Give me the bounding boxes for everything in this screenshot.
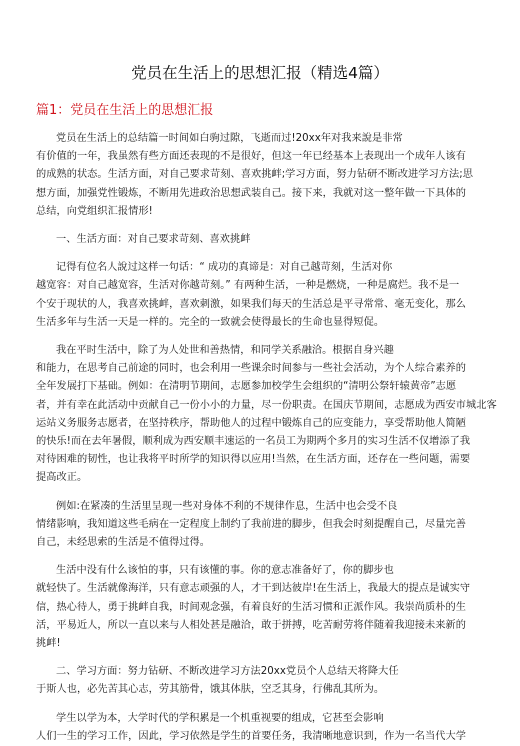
paragraph-line: 总结，向党组织汇报情形! bbox=[36, 205, 153, 217]
body-paragraph bbox=[36, 498, 484, 553]
paragraph-line: 有价值的一年，我虽然有些方面还表现的不是很好，但这一年已经基本上表现出一个成年人该有 bbox=[36, 151, 466, 163]
paragraph-line: 一、生活方面：对自己要求苛刻、喜欢挑衅 bbox=[56, 234, 251, 246]
body-paragraph bbox=[36, 130, 484, 221]
paragraph-line: 学生以学为本，大学时代的学积累是一个机重视要的组成，它甚至会影响 bbox=[56, 712, 384, 724]
body-paragraph bbox=[36, 342, 497, 488]
paragraph-line: 全年发展打下基础。例如：在清明节期间，志愿参加校学生会组织的“清明公祭轩辕黄帝”志愿 bbox=[36, 381, 457, 393]
body-paragraph bbox=[36, 231, 484, 249]
paragraph-line: 提高改正。 bbox=[36, 472, 88, 484]
body-paragraph bbox=[36, 259, 484, 332]
paragraph-line: 想方面，加强党性锻炼，不断用先进政治思想武装自己。接下来，我就对这一整年做一下具体的 bbox=[36, 187, 466, 199]
paragraph-line: 的成熟的状态。生活方面，对自己要求苛刻、喜欢挑衅;学习方面，努力钻研不断改进学习方法;思 bbox=[36, 169, 473, 181]
paragraph-line: 越宽容：对自己越宽容，生活对你越苛刻。” 有两种生活，一种是燃烧，一种是腐烂。我不是一 bbox=[36, 280, 460, 292]
body-paragraph bbox=[36, 710, 484, 746]
paragraph-line: 党员在生活上的总结篇一时间如白驹过隙，飞逝而过!20xx年对我来說是非常 bbox=[56, 133, 403, 144]
document-title: 党员在生活上的思想汇报（精选4篇） bbox=[131, 64, 389, 82]
paragraph-line: 对待困难的韧性，也让我将平时所学的知识得以应用!当然，在生活方面，还存在一些问题，需要 bbox=[36, 454, 471, 466]
paragraph-line: 人们一生的学习工作，因此，学习依然是学生的首要任务，我清晰地意识到，作为一名当代大学 bbox=[36, 730, 466, 742]
paragraph-line: 挑衅! bbox=[36, 638, 61, 650]
paragraph-line: 记得有位名人說过这样一句话：“ 成功的真谛是：对自己越苛刻，生活对你 bbox=[56, 262, 393, 274]
paragraph-line: 者，并有幸在此活动中贡献自己一份小小的力量，尽一份职责。在国庆节期间，志愿成为西安市城北客 bbox=[36, 399, 497, 411]
paragraph-line: 和能力，在思考自己前途的同时，也会利用一些课余时间参与一些社会活动，为个人综合素养的 bbox=[36, 363, 466, 375]
paragraph-line: 情绪影响，我知道这些毛病在一定程度上制约了我前进的脚步，但我会时刻提醒自己，尽量完善 bbox=[36, 518, 466, 530]
document-body bbox=[36, 130, 497, 746]
paragraph-line: 例如:在紧凑的生活里呈现一些对身体不利的不规律作息，生活中也会受不良 bbox=[56, 500, 398, 512]
paragraph-line: 生活中没有什么该怕的事，只有该懂的事。你的意志准备好了，你的脚步也 bbox=[56, 565, 394, 577]
paragraph-line: 于斯人也，必先苦其心志，劳其筋骨，饿其体肤，空乏其身，行佛乱其所为。 bbox=[36, 684, 385, 696]
body-paragraph bbox=[36, 562, 484, 653]
paragraph-line: 自己，未经思索的生活是不值得过得。 bbox=[36, 537, 211, 549]
section-heading: 篇1：党员在生活上的思想汇报 bbox=[36, 103, 214, 118]
paragraph-line: 个安于现状的人，我喜欢挑衅，喜欢刺激，如果我们每天的生活总是平寻常常、毫无变化，那么 bbox=[36, 298, 466, 310]
paragraph-line: 信，热心待人，勇于挑衅自我，时间观念强，有着良好的生活习惯和正派作风。我崇尚质朴的生 bbox=[36, 601, 466, 613]
paragraph-line: 二、学习方面：努力钻研、不断改进学习方法20xx党员个人总结天将降大任 bbox=[56, 666, 399, 678]
paragraph-line: 的快乐!而在去年暑假，顺利成为西安顺丰速运的一名员工为期两个多月的实习生活不仅增添了我 bbox=[36, 436, 471, 448]
body-paragraph bbox=[36, 663, 484, 699]
paragraph-line: 活，平易近人，所以一直以来与人相处甚是融洽，敢于拼搏，吃苦耐劳将伴随着我迎接未来新的 bbox=[36, 619, 466, 631]
paragraph-line: 运站义务服务志愿者，在坚持秩序，帮助他人的过程中锻炼自己的应变能力，享受帮助他人简陋 bbox=[36, 417, 466, 429]
paragraph-line: 我在平时生活中，除了为人处世和善热情，和同学关系融洽。根据自身兴趣 bbox=[56, 345, 394, 357]
paragraph-line: 生活多年与生活一天是一样的。完全的一致就会使得最长的生命也显得短促。 bbox=[36, 316, 385, 328]
paragraph-line: 就轻快了。生活就像海洋，只有意志顽强的人，才干到达彼岸!在生活上，我最大的提点是诚实守 bbox=[36, 583, 471, 595]
